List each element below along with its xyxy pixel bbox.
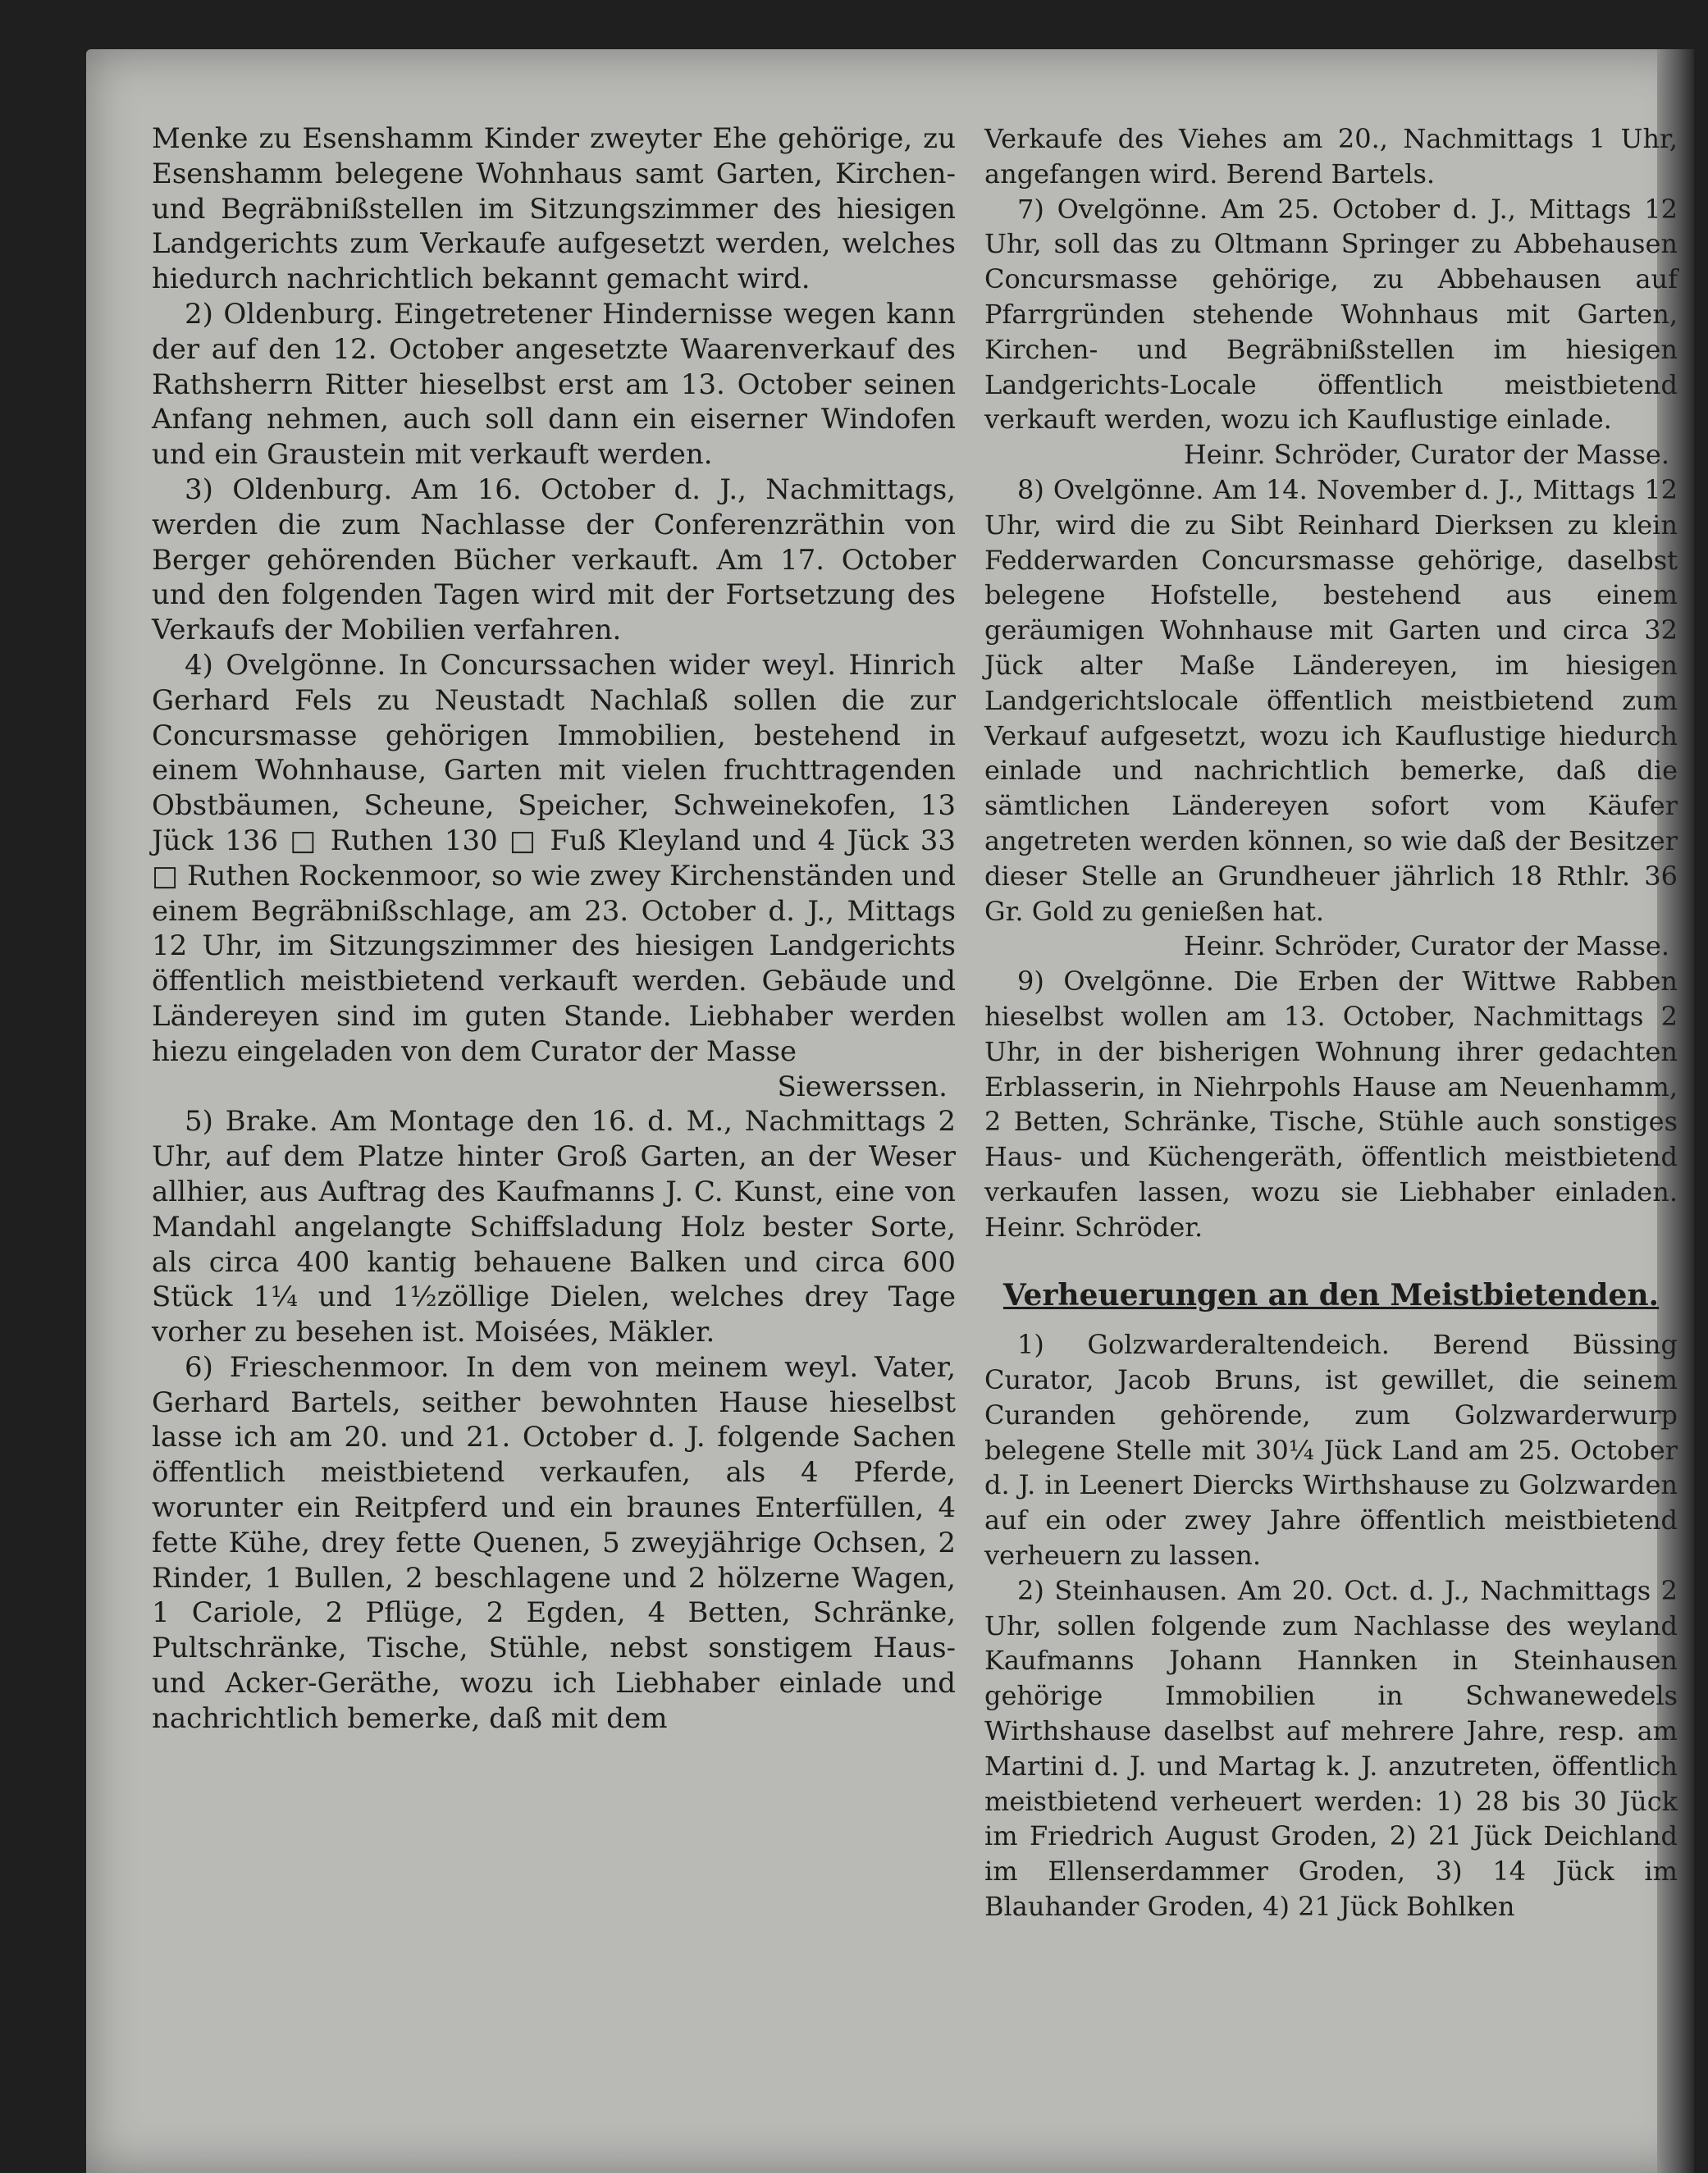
left-paragraph-continuation: Menke zu Esenshamm Kinder zweyter Ehe gehörige, zu Esenshamm belegene Wohnhaus samt Garten, Kirchen- und Begräbnißstellen im Sitzungszimmer des hiesigen Landgerichts zum Verkaufe aufgesetzt werden, welches hiedurch nachrichtlich bekannt gemacht wird. <box>152 122 956 296</box>
right-signature-schroeder-2: Heinr. Schröder, Curator der Masse. <box>1183 930 1669 962</box>
left-column <box>152 121 956 1737</box>
right-paragraph-7-ovelgoenne: 7) Ovelgönne. Am 25. October d. J., Mittags 12 Uhr, soll das zu Oltmann Springer zu Abbehausen Concursmasse gehörige, zu Abbehausen auf Pfarrgründen stehende Wohnhaus mit Garten, Kirchen- und Begräbnißstellen im hiesigen Landgerichts-Locale öffentlich meistbietend verkauft werden, wozu ich Kauflustige einlade. <box>984 193 1678 436</box>
right-column <box>984 121 1678 1924</box>
left-paragraph-4-ovelgoenne: 4) Ovelgönne. In Concurssachen wider weyl. Hinrich Gerhard Fels zu Neustadt Nachlaß sollen die zur Concursmasse gehörigen Immobilien, bestehend in einem Wohnhause, Garten mit vielen fruchttragenden Obstbäumen, Scheune, Speicher, Schweinekofen, 13 Jück 136 □ Ruthen 130 □ Fuß Kleyland und 4 Jück 33 □ Ruthen Rockenmoor, so wie zwey Kirchenständen und einem Begräbnißschlage, am 23. October d. J., Mittags 12 Uhr, im Sitzungszimmer des hiesigen Landgerichts öffentlich meistbietend verkauft werden. Gebäude und Ländereyen sind im guten Stande. Liebhaber werden hiezu eingeladen von dem Curator der Masse <box>152 648 956 1068</box>
left-signature-siewerssen: Siewerssen. <box>777 1070 948 1103</box>
left-paragraph-3-oldenburg: 3) Oldenburg. Am 16. October d. J., Nachmittags, werden die zum Nachlasse der Conferenzräthin von Berger gehörenden Bücher verkauft. Am 17. October und den folgenden Tagen wird mit der Fortsetzung des Verkaufs der Mobilien verfahren. <box>152 472 956 647</box>
section-heading: Verheuerungen an den Meistbietenden. <box>1002 1277 1660 1312</box>
left-paragraph-5-brake: 5) Brake. Am Montage den 16. d. M., Nachmittags 2 Uhr, auf dem Platze hinter Groß Garten, an der Weser allhier, aus Auftrag des Kaufmanns J. C. Kunst, eine von Mandahl angelangte Schiffsladung Holz bester Sorte, als circa 400 kantig behauene Balken und circa 600 Stück 1¼ und 1½zöllige Dielen, welches drey Tage vorher zu besehen ist. Moisées, Mäkler. <box>152 1105 956 1349</box>
right-paragraph-continuation: Verkaufe des Viehes am 20., Nachmittags 1 Uhr, angefangen wird. Berend Bartels. <box>984 123 1678 189</box>
right-signature-schroeder-1: Heinr. Schröder, Curator der Masse. <box>1183 439 1669 471</box>
right-paragraph-8-ovelgoenne: 8) Ovelgönne. Am 14. November d. J., Mittags 12 Uhr, wird die zu Sibt Reinhard Dierksen zu klein Fedderwarden Concursmasse gehörige, daselbst belegene Hofstelle, bestehend aus einem geräumigen Wohnhause mit Garten und circa 32 Jück alter Maße Ländereyen, im hiesigen Landgerichtslocale öffentlich meistbietend zum Verkauf aufgesetzt, wozu ich Kauflustige hiedurch einlade und nachrichtlich bemerke, daß die sämtlichen Ländereyen sofort vom Käufer angetreten werden können, so wie daß der Besitzer dieser Stelle an Grundheuer jährlich 18 Rthlr. 36 Gr. Gold zu genießen hat. <box>984 473 1678 927</box>
right-paragraph-lease-2: 2) Steinhausen. Am 20. Oct. d. J., Nachmittags 2 Uhr, sollen folgende zum Nachlasse des weyland Kaufmanns Johann Hannken in Steinhausen gehörige Immobilien in Schwanewedels Wirthshause daselbst auf mehrere Jahre, resp. am Martini d. J. und Martag k. J. anzutreten, öffentlich meistbietend verheuert werden: 1) 28 bis 30 Jück im Friedrich August Groden, 2) 21 Jück Deichland im Ellenserdammer Groden, 3) 14 Jück im Blauhander Groden, 4) 21 Jück Bohlken <box>984 1574 1678 1923</box>
right-paragraph-lease-1: 1) Golzwarderaltendeich. Berend Büssing Curator, Jacob Bruns, ist gewillet, die seinem Curanden gehörende, zum Golzwarderwurp belegene Stelle mit 30¼ Jück Land am 25. October d. J. in Leenert Diercks Wirthshause zu Golzwarden auf ein oder zwey Jahre öffentlich meistbietend verheuern zu lassen. <box>984 1329 1678 1572</box>
left-paragraph-6-frieschenmoor: 6) Frieschenmoor. In dem von meinem weyl. Vater, Gerhard Bartels, seither bewohnten Hause hieselbst lasse ich am 20. und 21. October d. J. folgende Sachen öffentlich meistbietend verkaufen, als 4 Pferde, worunter ein Reitpferd und ein braunes Enterfüllen, 4 fette Kühe, drey fette Quenen, 5 zweyjährige Ochsen, 2 Rinder, 1 Bullen, 2 beschlagene und 2 hölzerne Wagen, 1 Cariole, 2 Pflüge, 2 Egden, 4 Betten, Schränke, Pultschränke, Tische, Stühle, nebst sonstigem Haus- und Acker-Geräthe, wozu ich Liebhaber einlade und nachrichtlich bemerke, daß mit dem <box>152 1350 956 1735</box>
right-paragraph-9-ovelgoenne: 9) Ovelgönne. Die Erben der Wittwe Rabben hieselbst wollen am 13. October, Nachmittags 2 Uhr, in der bisherigen Wohnung ihrer gedachten Erblasserin, in Niehrpohls Hause am Neuenhamm, 2 Betten, Schränke, Tische, Stühle auch sonstiges Haus- und Küchengeräth, öffentlich meistbietend verkaufen lassen, wozu sie Liebhaber einladen. Heinr. Schröder. <box>984 966 1678 1243</box>
left-paragraph-2-oldenburg: 2) Oldenburg. Eingetretener Hindernisse wegen kann der auf den 12. October angesetzte Waarenverkauf des Rathsherrn Ritter hieselbst erst am 13. October seinen Anfang nehmen, auch soll dann ein eiserner Windofen und ein Graustein mit verkauft werden. <box>152 297 956 472</box>
